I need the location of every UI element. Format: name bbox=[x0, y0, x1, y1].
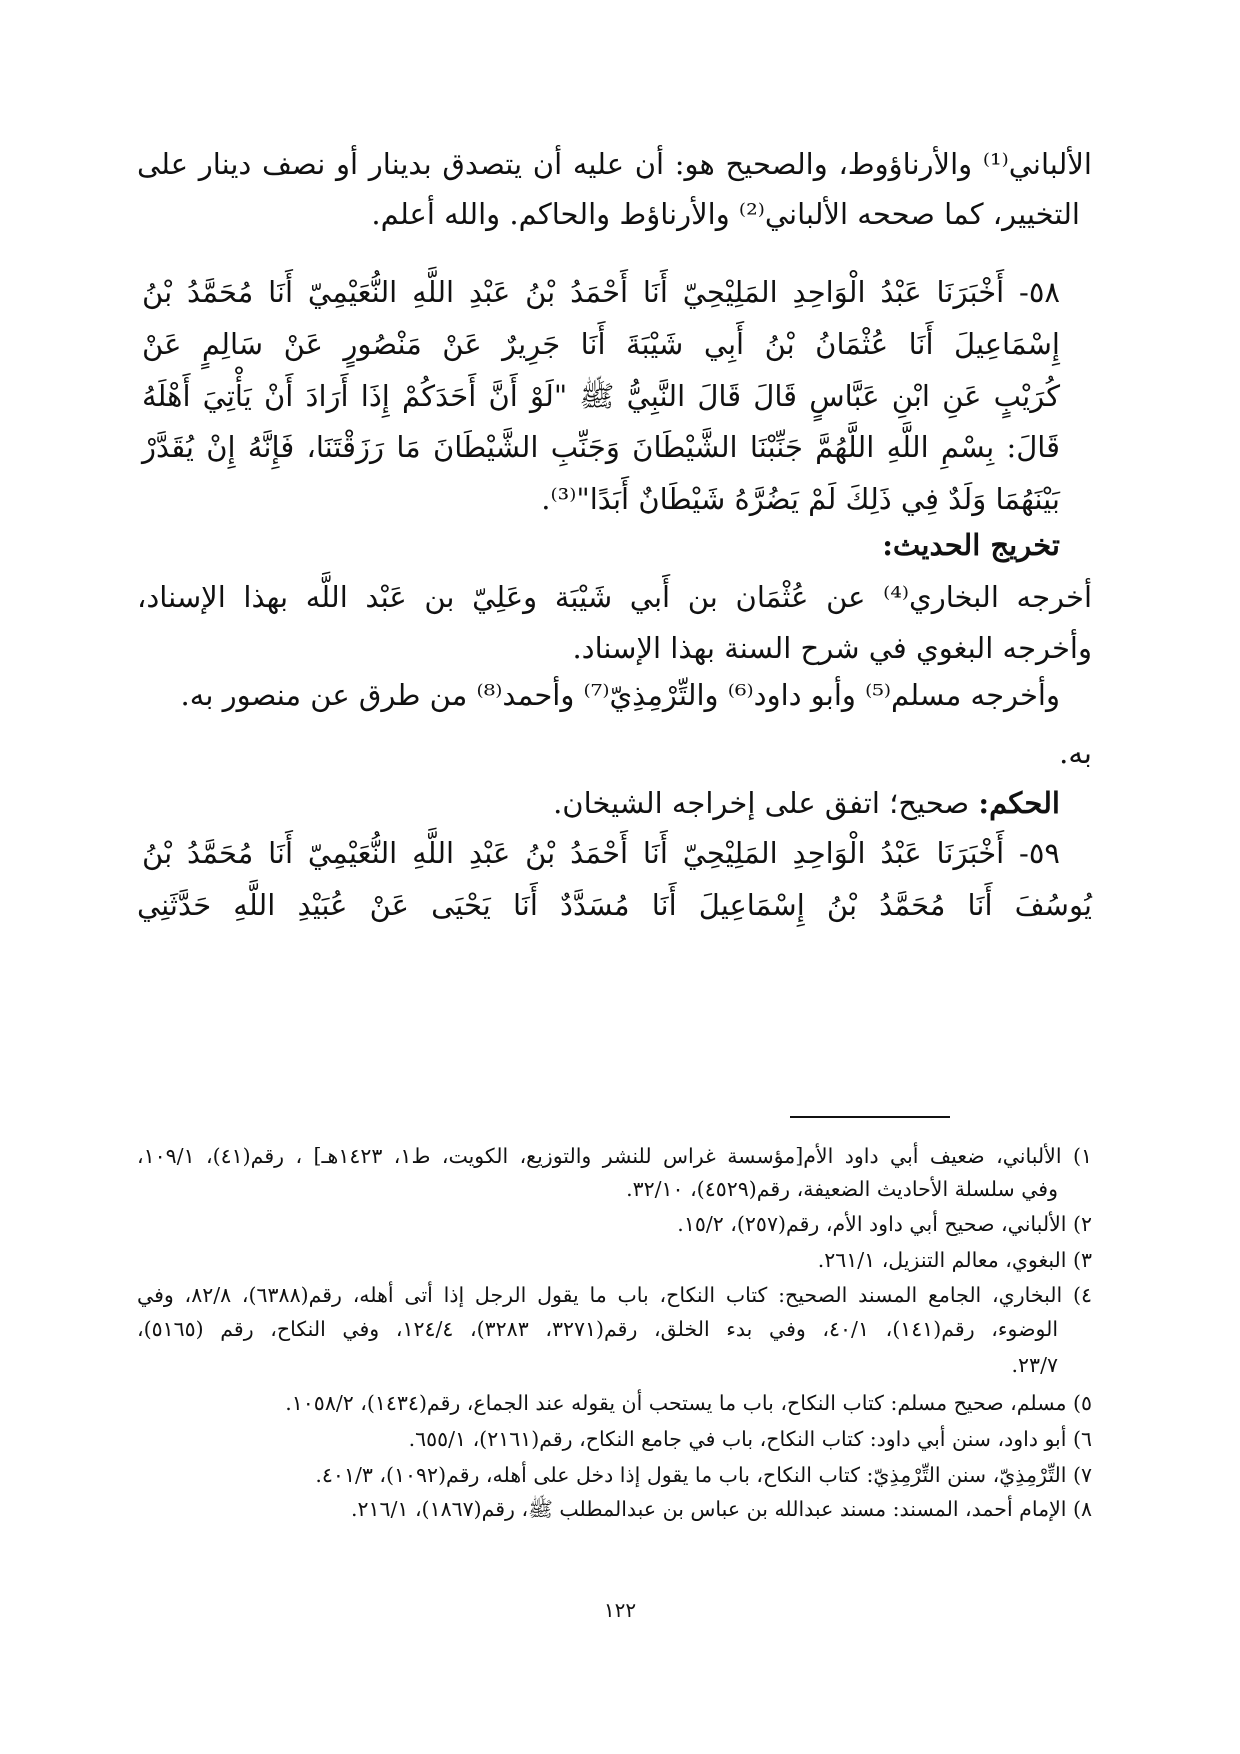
hadith-58-line-1: ٥٨- أَخْبَرَنَا عَبْدُ الْوَاحِدِ المَلِيْحِيّ أَنَا أَحْمَدُ بْنُ عَبْدِ اللَّهِ النُّعَيْمِيّ أَنَا مُحَمَّدُ بْنُ bbox=[142, 275, 1060, 309]
hadith-59-line-1: ٥٩- أَخْبَرَنَا عَبْدُ الْوَاحِدِ المَلِيْحِيّ أَنَا أَحْمَدُ بْنُ عَبْدِ اللَّهِ النُّعَيْمِيّ أَنَا مُحَمَّدُ بْنُ bbox=[142, 836, 1060, 870]
footnote-4-line-3: ٢٣/٧. bbox=[1011, 1353, 1058, 1377]
hadith-58-line-4: قَالَ: بِسْمِ اللَّهِ اللَّهُمَّ جَنِّبْنَا الشَّيْطَانَ وَجَنِّبِ الشَّيْطَانَ مَا رَزَقْتَنَا، فَإِنَّهُ إِنْ يُقَدَّرْ bbox=[142, 430, 1060, 464]
takhrij-line-2: وأخرجه البغوي في شرح السنة بهذا الإسناد. bbox=[572, 631, 1092, 665]
footnote-4-line-2: الوضوء، رقم(١٤١)، ٤٠/١، وفي بدء الخلق، رقم(٣٢٧١، ٣٢٨٣)، ١٢٤/٤، وفي النكاح، رقم (٥١٦٥)، bbox=[137, 1317, 1059, 1341]
footnote-1-line-1: ١) الألباني، ضعيف أبي داود الأم[مؤسسة غراس للنشر والتوزيع، الكويت، ط١، ١٤٢٣هـ] ، رقم(٤١)، ١٠٩/١، bbox=[137, 1144, 1092, 1168]
footnote-separator bbox=[790, 1116, 950, 1118]
hadith-58-line-3: كُرَيْبٍ عَنِ ابْنِ عَبَّاسٍ قَالَ قَالَ النَّبِيُّ ﷺ "لَوْ أَنَّ أَحَدَكُمْ إِذَا أَرَادَ أَنْ يَأْتِيَ أَهْلَهُ bbox=[142, 379, 1060, 413]
body-line-1: الألباني⁽¹⁾ والأرناؤوط، والصحيح هو: أن عليه أن يتصدق بدينار أو نصف دينار على bbox=[137, 147, 1092, 181]
hukm-label: الحكم: bbox=[978, 786, 1060, 820]
footnote-4-line-1: ٤) البخاري، الجامع المسند الصحيح: كتاب النكاح، باب ما يقول الرجل إذا أتى أهله، رقم(٦٣٨٨)، ٨٢/٨، وفي bbox=[137, 1283, 1092, 1307]
stray-text: به. bbox=[1059, 736, 1092, 770]
footnote-2: ٢) الألباني، صحيح أبي داود الأم، رقم(٢٥٧)، ١٥/٢. bbox=[677, 1212, 1092, 1236]
footnote-6: ٦) أبو داود، سنن أبي داود: كتاب النكاح، باب في جامع النكاح، رقم(٢١٦١)، ٦٥٥/١. bbox=[408, 1427, 1092, 1451]
body-line-2: التخيير، كما صححه الألباني⁽²⁾ والأرناؤط والحاكم. والله أعلم. bbox=[371, 197, 1080, 231]
takhrij-heading: تخريج الحديث: bbox=[882, 528, 1060, 562]
hukm-text: صحيح؛ اتفق على إخراجه الشيخان. bbox=[553, 786, 979, 820]
hadith-59-line-2: يُوسُفَ أَنَا مُحَمَّدُ بْنُ إِسْمَاعِيلَ أَنَا مُسَدَّدٌ أَنَا يَحْيَى عَنْ عُبَيْدِ اللَّهِ حَدَّثَنِي bbox=[137, 888, 1092, 922]
hadith-58-line-2: إِسْمَاعِيلَ أَنَا عُثْمَانُ بْنُ أَبِي شَيْبَةَ أَنَا جَرِيرٌ عَنْ مَنْصُورٍ عَنْ سَالِمٍ عَنْ bbox=[142, 327, 1060, 361]
footnote-5: ٥) مسلم، صحيح مسلم: كتاب النكاح، باب ما يستحب أن يقوله عند الجماع، رقم(١٤٣٤)، ١٠٥٨/٢. bbox=[285, 1391, 1092, 1415]
hadith-58-line-5: بَيْنَهُمَا وَلَدٌ فِي ذَلِكَ لَمْ يَضُرَّهُ شَيْطَانٌ أَبَدًا"⁽³⁾. bbox=[541, 482, 1060, 516]
footnote-1-line-2: وفي سلسلة الأحاديث الضعيفة، رقم(٤٥٢٩)، ٣٢/١٠. bbox=[626, 1177, 1058, 1201]
takhrij-line-3: وأخرجه مسلم⁽⁵⁾ وأبو داود⁽⁶⁾ والتِّرْمِذِيّ⁽⁷⁾ وأحمد⁽⁸⁾ من طرق عن منصور به. bbox=[180, 678, 1060, 712]
hukm-line bbox=[553, 783, 1060, 823]
page-number: ١٢٢ bbox=[603, 1598, 637, 1622]
footnote-7: ٧) التِّرْمِذِيّ، سنن التِّرْمِذِيّ: كتاب النكاح، باب ما يقول إذا دخل على أهله، رقم(١٠٩٢)، ٤٠١/٣. bbox=[315, 1463, 1092, 1487]
takhrij-line-1: أخرجه البخاري⁽⁴⁾ عن عُثْمَان بن أَبي شَيْبَة وعَلِيّ بن عَبْد اللَّه بهذا الإسناد، bbox=[137, 580, 1093, 614]
footnote-8: ٨) الإمام أحمد، المسند: مسند عبدالله بن عباس بن عبدالمطلب ﷺ، رقم(١٨٦٧)، ٢١٦/١. bbox=[350, 1497, 1092, 1521]
footnote-3: ٣) البغوي، معالم التنزيل، ٢٦١/١. bbox=[817, 1248, 1092, 1272]
